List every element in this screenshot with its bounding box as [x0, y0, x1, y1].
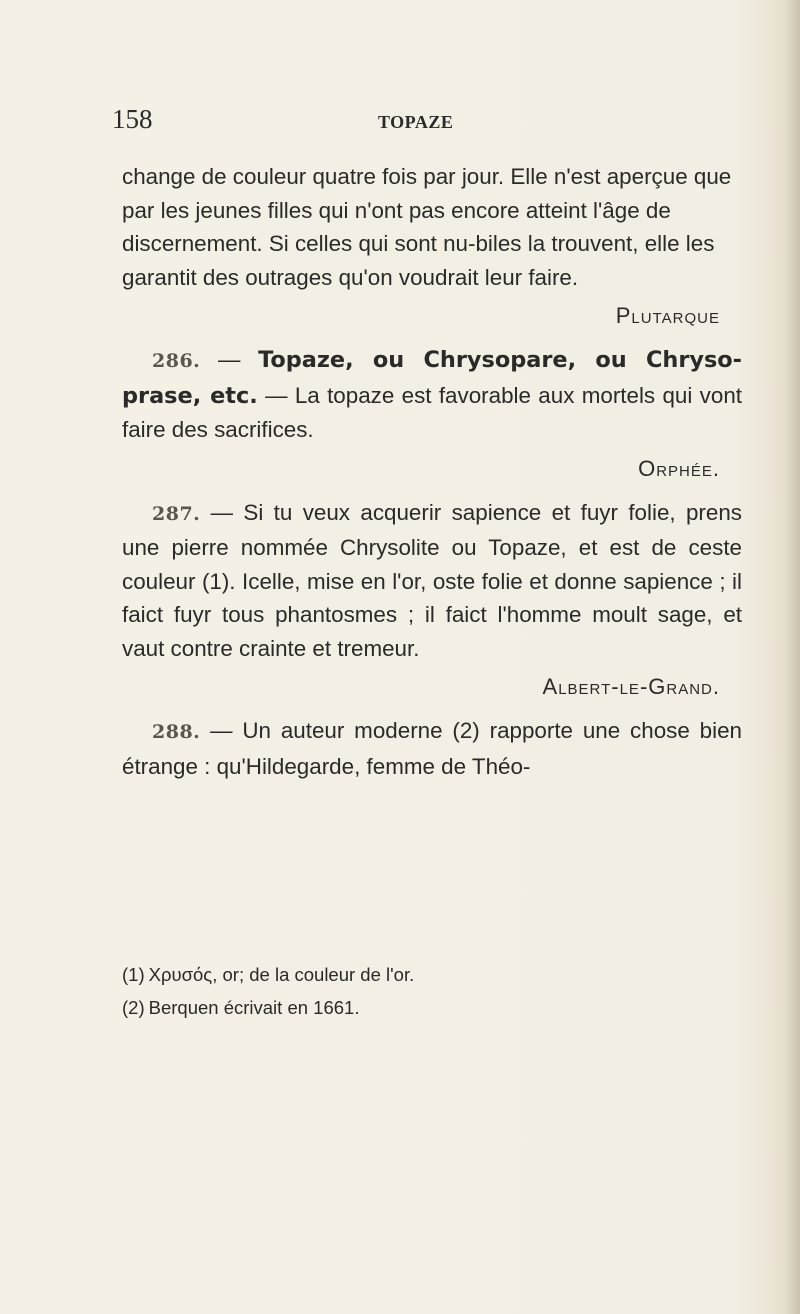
entry-dash: —	[200, 499, 244, 525]
entry-number: 288.	[152, 721, 201, 743]
footnote-text: Berquen écrivait en 1661.	[148, 997, 360, 1018]
page-number: 158	[112, 104, 153, 134]
footnote-1	[122, 958, 742, 991]
signature-albert-le-grand: Albert-le-Grand.	[542, 674, 720, 699]
entry-text: Un auteur moderne (2) rapporte une chose bien étrange : qu'Hildegarde, femme de Théo-	[122, 718, 742, 779]
running-head	[0, 104, 800, 140]
footnote-2	[122, 991, 742, 1024]
running-title: TOPAZE	[378, 112, 454, 132]
entry-number: 286.	[152, 350, 201, 372]
entry-text: Si tu veux acquerir sapience et fuyr folie, prens une pierre nommée Chrysolite ou Topaze, et est de ceste couleur (1). Icelle, mise en l'or, oste folie et donne sapience ; il faict fuyr tous phantosmes ; il faict l'homme moult sage, et vaut contre crainte et tremeur.	[122, 499, 742, 661]
signature-plutarque: Plutarque	[615, 303, 720, 328]
entry-dash: —	[200, 718, 243, 743]
page-edge-shadow	[786, 0, 800, 1314]
signature-orphee: Orphée.	[638, 455, 720, 481]
entry-text: — La topaze est favorable aux mortels qui vont faire des sacrifices.	[122, 382, 742, 442]
body-text	[122, 160, 742, 783]
entry-dash: —	[200, 347, 259, 372]
footnote-mark: (2)	[122, 997, 145, 1018]
entry-title: Topaze, ou Chrysopare, ou Chryso-prase, etc.	[122, 347, 742, 409]
entry-288	[122, 714, 742, 783]
entry-number: 287.	[152, 502, 201, 525]
footnote-mark: (1)	[122, 964, 145, 985]
footnotes	[122, 958, 742, 1024]
entry-287	[122, 496, 742, 666]
entry-286	[122, 343, 742, 447]
footnote-text: Χρυσός, or; de la couleur de l'or.	[148, 964, 415, 985]
intro-paragraph: change de couleur quatre fois par jour. Elle n'est aperçue que par les jeunes filles qui n'ont pas encore atteint l'âge de discernement. Si celles qui sont nu-biles la trouvent, elle les garantit des outrages qu'on voudrait leur faire.	[122, 164, 732, 290]
